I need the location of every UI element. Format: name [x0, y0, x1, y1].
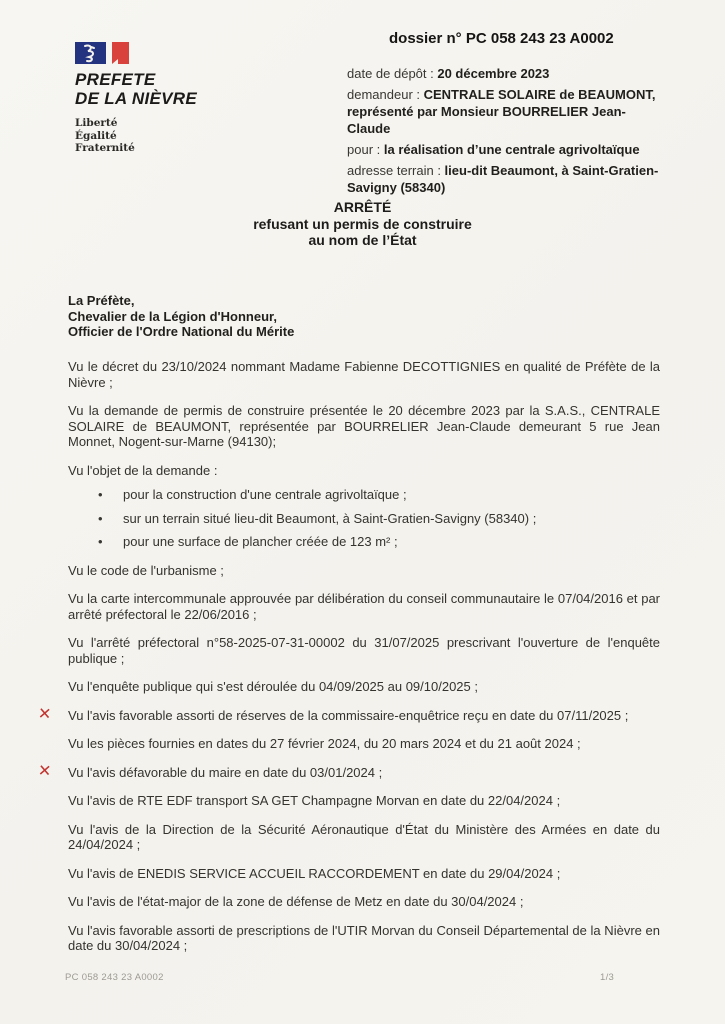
prefecture-name-line2: DE LA NIÈVRE: [75, 89, 197, 108]
vu-paragraph-text: Vu l'avis de RTE EDF transport SA GET Champagne Morvan en date du 22/04/2024 ;: [68, 793, 561, 808]
authority-line1: La Préfète,: [68, 293, 135, 308]
prefecture-logo-block: [75, 42, 305, 155]
republic-motto: [75, 117, 305, 155]
motto-fraternite: Fraternité: [75, 142, 135, 154]
case-field: [347, 65, 667, 82]
motto-liberte: Liberté: [75, 117, 118, 129]
red-x-mark-icon: ✕: [37, 760, 53, 780]
case-field: [347, 162, 667, 196]
vu-paragraph: [37, 703, 660, 724]
prefecture-name: [75, 70, 305, 108]
vu-paragraph-text: Vu le code de l'urbanisme ;: [68, 562, 224, 578]
case-field-label: pour :: [347, 142, 384, 157]
vu-paragraph-text: Vu la demande de permis de construire présentée le 20 décembre 2023 par la S.A.S., CENTRALE SOLAIRE de BEAUMONT, représentée par BOURRELIER Jean-Claude demeurant 5 rue Jean Monnet, Nogent-sur-Marne (94130);: [68, 403, 660, 449]
footer-page-number: 1/3: [600, 972, 615, 983]
case-fields: [347, 65, 667, 196]
vu-paragraph-text: Vu l'avis de ENEDIS SERVICE ACCUEIL RACCORDEMENT en date du 29/04/2024 ;: [68, 865, 561, 881]
vu-paragraph-text: Vu les pièces fournies en dates du 27 février 2024, du 20 mars 2024 et du 21 août 2024 ;: [68, 736, 581, 751]
authority-line2: Chevalier de la Légion d'Honneur,: [68, 308, 277, 324]
vu-paragraph: [68, 635, 660, 666]
title-line2: refusant un permis de construire: [253, 215, 472, 232]
bullet-item: • sur un terrain situé lieu-dit Beaumont, à Saint-Gratien-Savigny (58340) ;: [98, 511, 660, 527]
case-field-value: lieu-dit Beaumont, à Saint-Gratien-Savigny (58340): [347, 163, 659, 195]
vu-paragraph: [68, 736, 660, 752]
vu-paragraph-text: Vu l'enquête publique qui s'est déroulée du 04/09/2025 au 09/10/2025 ;: [68, 679, 478, 694]
vu-paragraph: [68, 923, 660, 954]
vu-paragraph-text: Vu la carte intercommunale approuvée par délibération du conseil communautaire le 07/04/2016 et par arrêté préfectoral le 22/06/2016 ;: [68, 591, 660, 622]
vu-paragraph-text: Vu l'avis favorable assorti de réserves de la commissaire-enquêtrice reçu en date du 07/11/2025 ;: [68, 707, 629, 723]
vu-paragraph: [68, 563, 660, 579]
vu-paragraph-text: Vu l'arrêté préfectoral n°58-2025-07-31-00002 du 31/07/2025 prescrivant l'ouverture de l'enquête publique ;: [68, 635, 660, 666]
vu-paragraph: [68, 793, 660, 809]
vu-paragraph: [68, 866, 660, 882]
demande-bullet-list: [68, 487, 660, 550]
vu-paragraph-text: Vu l'avis de la Direction de la Sécurité Aéronautique d'État du Ministère des Armées en date du 24/04/2024 ;: [68, 821, 660, 852]
vu-clauses-section: [37, 359, 660, 954]
case-field-label: adresse terrain :: [347, 163, 445, 178]
case-field-label: demandeur :: [347, 87, 424, 102]
dossier-number: dossier n° PC 058 243 23 A0002: [389, 30, 614, 47]
issuing-authority: [68, 293, 294, 340]
french-flag-marianne-icon: [75, 42, 129, 64]
vu-paragraph: [68, 463, 660, 550]
authority-line3: Officier de l'Ordre National du Mérite: [68, 324, 295, 339]
vu-paragraph-text: Vu l'objet de la demande :: [68, 462, 218, 478]
case-field-value: la réalisation d’une centrale agrivoltaïque: [383, 142, 640, 157]
vu-paragraph: [68, 679, 660, 695]
vu-paragraph: [68, 591, 660, 622]
vu-paragraph-text: Vu l'avis de l'état-major de la zone de défense de Metz en date du 30/04/2024 ;: [68, 894, 524, 909]
case-field-label: date de dépôt :: [347, 66, 438, 81]
vu-paragraph-text: Vu l'avis favorable assorti de prescriptions de l'UTIR Morvan du Conseil Départemental de la Nièvre en date du 30/04/2024 ;: [68, 922, 660, 953]
vu-paragraph: [68, 822, 660, 853]
case-field-value: 20 décembre 2023: [437, 66, 550, 81]
vu-paragraph: [68, 359, 660, 390]
case-info-block: [347, 30, 667, 200]
prefecture-name-line1: PREFETE: [75, 70, 156, 89]
case-field: [347, 141, 667, 158]
footer-reference: PC 058 243 23 A0002: [65, 972, 164, 983]
vu-paragraph: [37, 760, 660, 781]
motto-egalite: Égalité: [75, 129, 117, 142]
title-line1: ARRÊTÉ: [333, 199, 392, 215]
bullet-item: • pour une surface de plancher créée de 123 m² ;: [98, 534, 660, 550]
bullet-item: • pour la construction d'une centrale agrivoltaïque ;: [98, 487, 660, 503]
case-field-value: CENTRALE SOLAIRE de BEAUMONT, représenté par Monsieur BOURRELIER Jean-Claude: [347, 87, 656, 136]
title-line3: au nom de l’État: [308, 232, 417, 248]
red-x-mark-icon: ✕: [37, 703, 53, 723]
document-title: [0, 199, 725, 249]
vu-paragraph-text: Vu le décret du 23/10/2024 nommant Madame Fabienne DECOTTIGNIES en qualité de Préfète de la Nièvre ;: [68, 359, 660, 390]
case-field: [347, 86, 667, 137]
vu-paragraph: [68, 403, 660, 450]
vu-paragraph: [68, 894, 660, 910]
vu-paragraph-text: Vu l'avis défavorable du maire en date du 03/01/2024 ;: [68, 764, 383, 780]
